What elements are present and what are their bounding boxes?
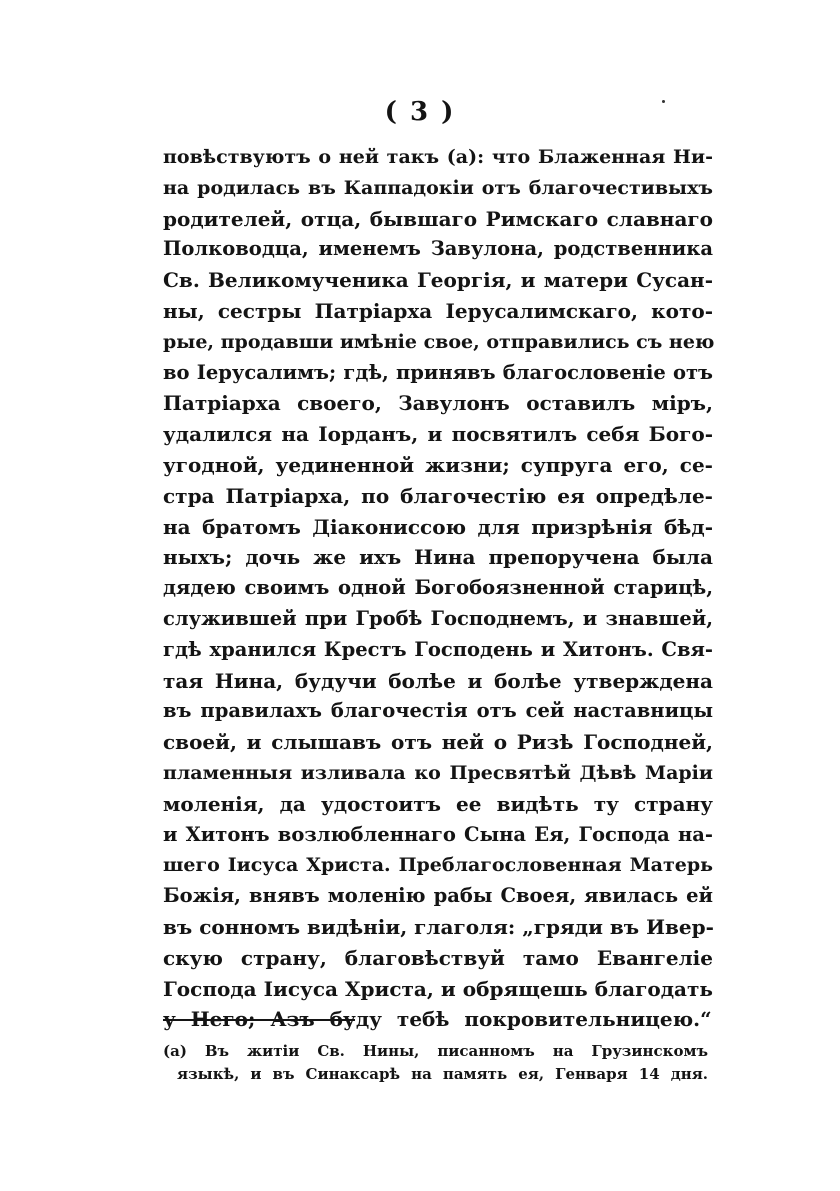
body-line: моленія, да удостоитъ ее видѣть ту страну [163,791,713,816]
body-line: въ сонномъ видѣніи, глаголя: „гряди въ Ивер- [163,914,714,939]
body-line: служившей при Гробѣ Господнемъ, и знавшей, [163,606,713,630]
body-line: родителей, отца, бывшаго Римскаго славнаго [163,206,713,231]
body-line: Полководца, именемъ Завулона, родственника [163,237,713,261]
body-line: рые, продавши имѣніе свое, отправились съ нею [163,330,715,353]
footnote-divider [163,1019,355,1021]
body-line: тая Нина, будучи болѣе и болѣе утверждена [163,668,713,693]
body-line-last: у Него; Азъ буду тебѣ покровительницею.“ [163,1007,712,1032]
body-line: стра Патріарха, по благочестію ея опредѣле- [163,483,713,508]
body-line: Патріарха своего, Завулонъ оставилъ міръ, [163,391,713,416]
body-line: своей, и слышавъ отъ ней о Ризѣ Господней, [163,730,713,755]
body-line: гдѣ хранился Крестъ Господень и Хитонъ. Свя- [163,637,713,661]
footnote [163,1040,708,1086]
body-line: дядею своимъ одной Богобоязненной старицѣ, [163,576,713,600]
body-line: Господа Іисуса Христа, и обрящешь благодать [163,976,713,1001]
body-line: въ правилахъ благочестія отъ сей наставницы [163,699,713,723]
body-line: на родилась въ Каппадокіи отъ благочестивыхъ [163,176,713,199]
footnote-line: (а) Въ житіи Св. Нины, писанномъ на Грузинскомъ [163,1042,708,1060]
body-line: Св. Великомученика Георгія, и матери Сусан- [163,268,713,293]
body-line: пламенныя изливала ко Пресвятѣй Дѣвѣ Маріи [163,761,713,784]
body-line: шего Іисуса Христа. Преблагословенная Матерь [163,854,713,877]
body-line: во Іерусалимъ; гдѣ, принявъ благословеніе отъ [163,360,713,384]
body-line: Божія, внявъ моленію рабы Своея, явилась ей [163,884,713,908]
body-line: ныхъ; дочь же ихъ Нина препоручена была [163,545,713,570]
body-line: удалился на Іорданъ, и посвятилъ себя Бого- [163,422,713,447]
footnote-line: языкѣ, и въ Синаксарѣ на память ея, Генваря 14 дня. [177,1065,708,1083]
body-line: и Хитонъ возлюбленнаго Сына Ея, Господа на- [163,822,713,846]
print-speck [662,100,665,103]
body-line: на братомъ Діакониссою для призрѣнія бѣд- [163,514,713,539]
body-line: повѣствуютъ о ней такъ (а): что Блаженная Ни- [163,146,713,168]
body-line: ны, сестры Патріарха Іерусалимскаго, кото- [163,298,713,323]
body-text [163,142,713,1035]
page-number: ( 3 ) [384,97,456,127]
body-line: скую страну, благовѣствуй тамо Евангеліе [163,945,713,970]
body-line: угодной, уединенной жизни; супруга его, се- [163,452,713,477]
